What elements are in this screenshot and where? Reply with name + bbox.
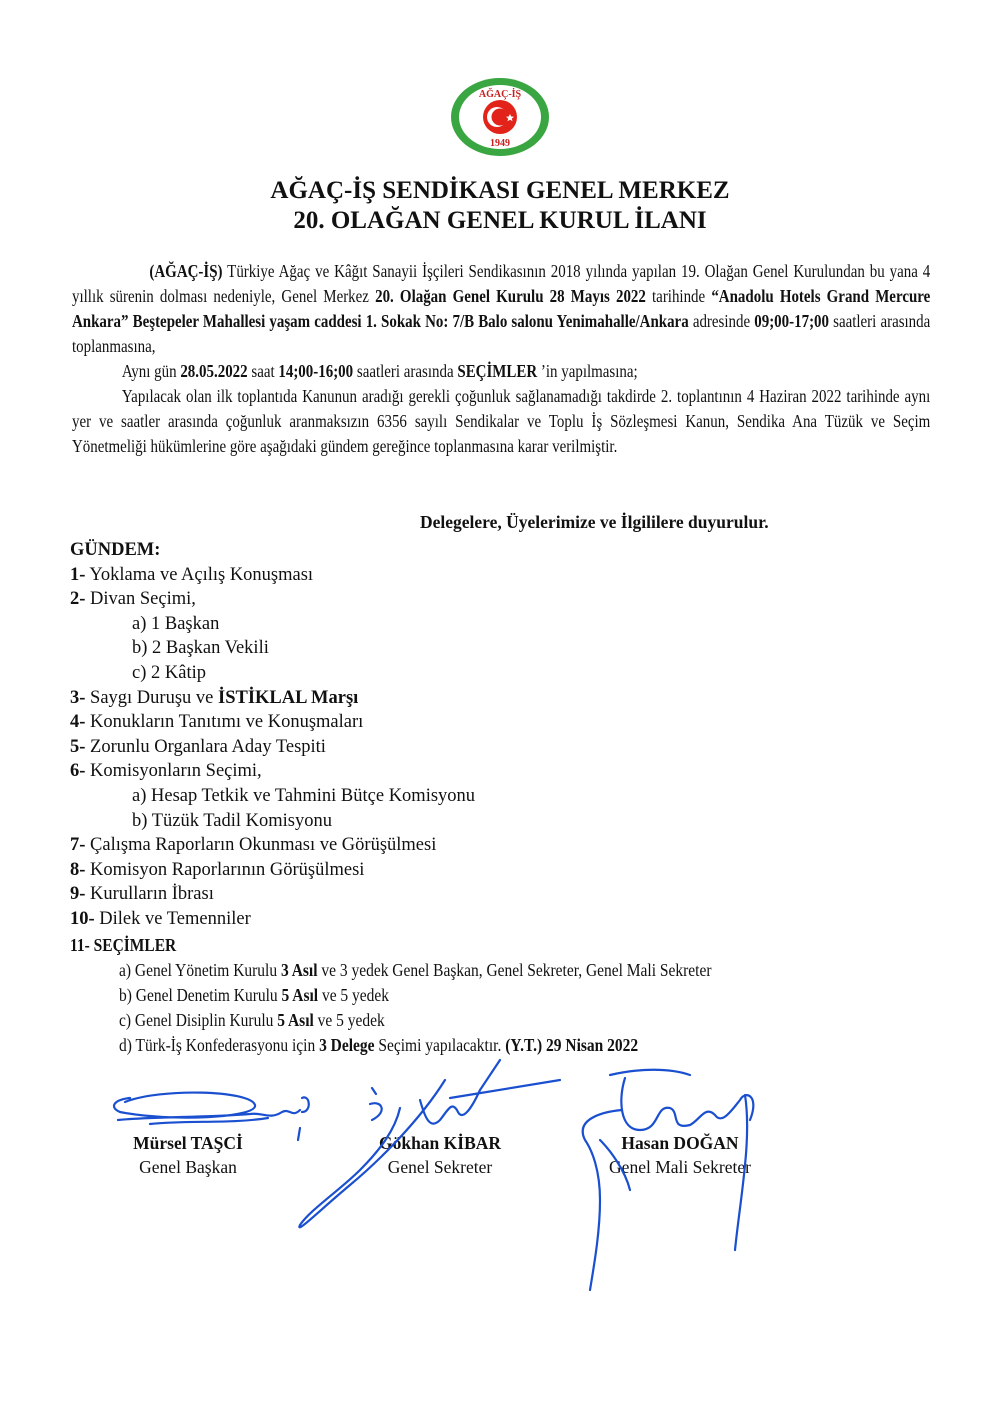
logo-text: AĞAÇ-İŞ (478, 89, 522, 100)
bold-text: 5 Asıl (277, 1010, 314, 1030)
agenda-subitem: b) Tüzük Tadil Komisyonu (132, 810, 332, 831)
agenda-item-text: Saygı Duruşu ve (85, 687, 218, 708)
signature-1 (114, 1093, 300, 1124)
agenda-subitem: a) 1 Başkan (132, 613, 220, 634)
signatory-name: Gökhan KİBAR (378, 1133, 502, 1153)
text-run: ve 3 yedek Genel Başkan, Genel Sekreter, Genel Mali Sekreter (317, 960, 712, 980)
signature-3 (583, 1070, 754, 1290)
bold-text: 5 Asıl (281, 985, 319, 1005)
text-run: Türkiye Ağaç ve Kâğıt Sanayii İşçileri Sendikasının 2018 yılında yapılan 19. Olağan Genel Kurulundan bu yana 4 yıllık sürenin dolması nedeniyle, Genel Merkez (72, 261, 931, 306)
elections-section (70, 933, 711, 1058)
text-run: a) Genel Yönetim Kurulu (119, 960, 281, 980)
agenda-subitem: c) 2 Kâtip (132, 662, 206, 683)
bold-text: 20. Olağan Genel Kurulu 28 Mayıs 2022 (375, 286, 646, 306)
union-logo (449, 76, 551, 158)
agenda-item-bold-text: İSTİKLAL Marşı (218, 687, 359, 708)
intro-p1 (72, 259, 930, 359)
signatory-role: Genel Sekreter (387, 1157, 493, 1177)
document-title: AĞAÇ-İŞ SENDİKASI GENEL MERKEZ (270, 177, 730, 204)
text-run: saatleri arasında toplanmasına, (72, 311, 931, 356)
agenda-item-text: Yoklama ve Açılış Konuşması (85, 564, 314, 585)
text-run: Aynı gün (121, 361, 181, 381)
agenda-item (70, 587, 475, 612)
text-run: saatleri arasında (353, 361, 458, 381)
election-item (70, 1033, 711, 1058)
agenda-item-number: 7- (70, 835, 86, 856)
agenda-item (70, 710, 475, 735)
election-item (70, 983, 711, 1008)
agenda-item-number: 8- (70, 859, 86, 880)
signatory-name: Mürsel TAŞCİ (133, 1133, 243, 1153)
text-run: c) Genel Disiplin Kurulu (119, 1010, 278, 1030)
text-run: adresinde (688, 311, 755, 331)
intro-p2 (72, 359, 930, 384)
agenda-item-text: Komisyon Raporlarının Görüşülmesi (85, 859, 365, 880)
text-run: ve 5 yedek (313, 1010, 385, 1030)
signatory-role: Genel Mali Sekreter (609, 1157, 751, 1177)
text-run: tarihinde (645, 286, 712, 306)
bold-text: (Y.T.) 29 Nisan 2022 (505, 1035, 639, 1055)
agenda-item-text: Kurulların İbrası (85, 884, 214, 905)
signatory-1 (118, 1131, 258, 1179)
signatory-3 (585, 1131, 775, 1179)
text-run: d) Türk-İş Konfederasyonu için (119, 1035, 320, 1055)
agenda-item-number: 9- (70, 884, 86, 905)
text-run: saat (247, 361, 279, 381)
intro-paragraph (72, 259, 930, 459)
bold-text: SEÇİMLER (457, 361, 538, 381)
signatory-role: Genel Başkan (139, 1157, 237, 1177)
agenda-item-number: 2- (70, 589, 86, 610)
text-run: ’in yapılmasına; (537, 361, 638, 381)
intro-p3: Yapılacak olan ilk toplantıda Kanunun aradığı gerekli çoğunluk sağlanamadığı takdirde 2. toplantının 4 Haziran 2022 tarihinde aynı yer ve saatler arasında çoğunluk aranmaksızın 6356 sayılı Sendikalar ve Toplu İş Sözleşmesi Kanun, Sendika Ana Tüzük ve Seçim Yönetmeliği hükümlerine göre aşağıdaki gündem gereğince toplanmasına karar verilmiştir. (72, 386, 931, 456)
agenda-item (70, 563, 475, 588)
logo-year: 1949 (490, 138, 510, 149)
agenda-item-number: 1- (70, 564, 86, 585)
elections-title: 11- SEÇİMLER (70, 935, 177, 955)
signatory-2 (355, 1131, 525, 1179)
bold-text: “Anadolu Hotels Grand Mercure Ankara” Beştepeler Mahallesi yaşam caddesi 1. Sokak No: 7/B Balo salonu Yenimahalle/Ankara (72, 286, 931, 331)
agenda-item (70, 686, 475, 711)
agenda-item-text: Çalışma Raporların Okunması ve Görüşülmesi (85, 835, 437, 856)
agenda-item-number: 4- (70, 712, 86, 733)
agenda-title: GÜNDEM: (70, 540, 161, 560)
bold-text: 09;00-17;00 (754, 311, 830, 331)
agenda-item (70, 882, 475, 907)
agenda (70, 538, 475, 932)
agenda-subitem: b) 2 Başkan Vekili (132, 638, 269, 659)
election-item (70, 958, 711, 983)
text-run: ve 5 yedek (318, 985, 390, 1005)
agenda-item-text: Zorunlu Organlara Aday Tespiti (85, 736, 326, 757)
document-subtitle: 20. OLAĞAN GENEL KURUL İLANI (293, 207, 707, 234)
closing-line: Delegelere, Üyelerimize ve İlgililere duyurulur. (420, 512, 769, 532)
text-run: Seçimi yapılacaktır. (374, 1035, 506, 1055)
agenda-item-text: Dilek ve Temenniler (94, 908, 251, 929)
agenda-subitem: a) Hesap Tetkik ve Tahmini Bütçe Komisyonu (132, 785, 476, 806)
agenda-item (70, 833, 475, 858)
signatory-name: Hasan DOĞAN (621, 1133, 739, 1153)
agenda-item-number: 10- (70, 908, 95, 929)
bold-text: 28.05.2022 (180, 361, 248, 381)
agenda-item (70, 907, 475, 932)
agenda-item-number: 3- (70, 687, 86, 708)
agenda-item (70, 735, 475, 760)
agenda-item-text: Konukların Tanıtımı ve Konuşmaları (85, 712, 364, 733)
bold-text: 3 Asıl (280, 960, 318, 980)
signature-1-flourish (298, 1097, 309, 1140)
bold-text: 14;00-16;00 (278, 361, 354, 381)
bold-text: (AĞAÇ-İŞ) (149, 261, 223, 281)
agenda-item-text: Komisyonların Seçimi, (85, 761, 262, 782)
agenda-item (70, 858, 475, 883)
agenda-item (70, 759, 475, 784)
bold-text: 3 Delege (319, 1035, 375, 1055)
agenda-item-text: Divan Seçimi, (85, 589, 196, 610)
agenda-item-number: 5- (70, 736, 86, 757)
text-run: b) Genel Denetim Kurulu (119, 985, 282, 1005)
election-item (70, 1008, 711, 1033)
agenda-item-number: 6- (70, 761, 86, 782)
